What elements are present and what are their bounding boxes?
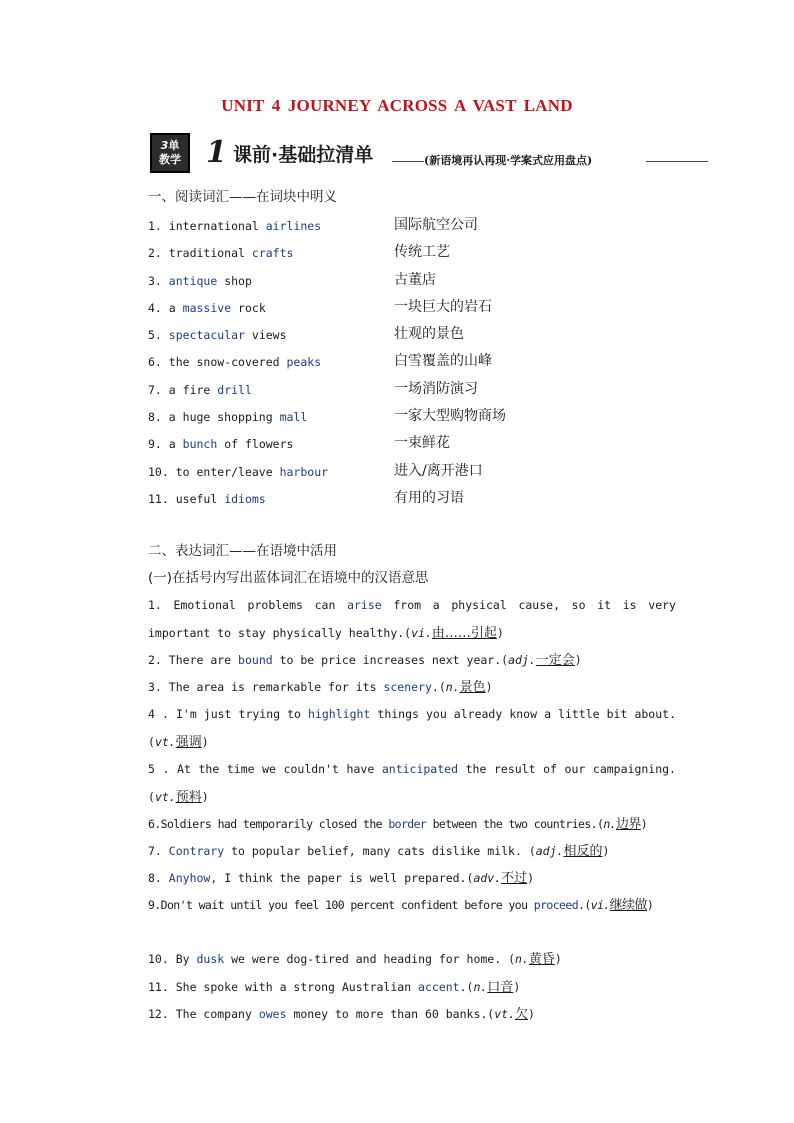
lesson-subtitle: (新语境再认再现·学案式应用盘点) — [424, 154, 593, 167]
list-item: 11. useful idioms 有用的习语 — [148, 489, 464, 506]
badge-label: 教学 — [159, 153, 181, 166]
answer-text: 相反的 — [563, 844, 603, 859]
exercise-item: 2. There are bound to be price increases next year.(adj.一定会) — [148, 653, 582, 668]
section2-subheading: (一)在括号内写出蓝体词汇在语境中的汉语意思 — [148, 570, 429, 586]
exercise-item: 12. The company owes money to more than 60 banks.(vt.欠) — [148, 1007, 535, 1022]
exercise-item: 11. She spoke with a strong Australian accent.(n.口音) — [148, 980, 521, 995]
exercise-item: 8. Anyhow, I think the paper is well prepared.(adv.不过) — [148, 871, 535, 886]
exercise-item: 9.Don't wait until you feel 100 percent confident before you proceed.(vi.继续做) — [148, 898, 654, 913]
list-item: 4. a massive rock 一块巨大的岩石 — [148, 298, 492, 315]
exercise-item: 10. By dusk we were dog-tired and heading for home. (n.黄昏) — [148, 952, 562, 967]
list-item: 9. a bunch of flowers 一束鲜花 — [148, 435, 450, 452]
answer-text: 一定会 — [535, 653, 575, 668]
exercise-item: 6.Soldiers had temporarily closed the border between the two countries.(n.边界) — [148, 817, 648, 832]
section-banner — [150, 133, 710, 179]
exercise-item: 7. Contrary to popular belief, many cats dislike milk. (adj.相反的) — [148, 844, 610, 859]
answer-text: 强调 — [175, 734, 202, 750]
list-item: 5. spectacular views 壮观的景色 — [148, 326, 464, 343]
exercise-item: 5 . At the time we couldn't have anticipated the result of our campaigning.(vt.预料) — [148, 762, 676, 805]
list-item: 7. a fire drill 一场消防演习 — [148, 380, 478, 397]
lesson-number: 1 — [206, 135, 227, 170]
list-item: 8. a huge shopping mall 一家大型购物商场 — [148, 408, 506, 425]
badge-number: 3 — [160, 139, 169, 152]
answer-text: 欠 — [515, 1007, 529, 1022]
exercise-item: 3. The area is remarkable for its scenery.(n.景色) — [148, 680, 493, 695]
answer-text: 黄昏 — [528, 952, 555, 967]
list-item: 10. to enter/leave harbour 进入/离开港口 — [148, 462, 483, 479]
list-item: 1. international airlines 国际航空公司 — [148, 217, 478, 233]
page-title: UNIT 4 JOURNEY ACROSS A VAST LAND — [221, 96, 573, 115]
answer-text: 口音 — [487, 980, 514, 995]
answer-text: 预料 — [175, 789, 202, 805]
lesson-heading: 课前·基础拉清单 — [233, 144, 374, 166]
list-item: 2. traditional crafts 传统工艺 — [148, 244, 450, 261]
list-item: 6. the snow-covered peaks 白雪覆盖的山峰 — [148, 353, 492, 370]
exercise-item: 1. Emotional problems can arise from a physical cause, so it is very important to stay physically healthy.(vi.由……引起) — [148, 598, 676, 641]
badge-char: 单 — [168, 139, 180, 152]
unit-badge — [150, 133, 190, 173]
answer-text: 景色 — [459, 680, 486, 695]
answer-text: 继续做 — [609, 898, 647, 913]
divider-line — [392, 161, 424, 162]
list-item: 3. antique shop 古董店 — [148, 271, 436, 288]
answer-text: 边界 — [615, 817, 641, 832]
section1-heading: 一、阅读词汇——在词块中明义 — [148, 189, 337, 205]
exercise-item: 4 . I'm just trying to highlight things you already know a little bit about.(vt.强调) — [148, 707, 676, 750]
answer-text: 不过 — [501, 871, 528, 886]
section2-heading: 二、表达词汇——在语境中活用 — [148, 543, 337, 559]
answer-text: 由……引起 — [431, 625, 497, 641]
vocab-list — [148, 215, 708, 515]
divider-line — [646, 161, 708, 162]
